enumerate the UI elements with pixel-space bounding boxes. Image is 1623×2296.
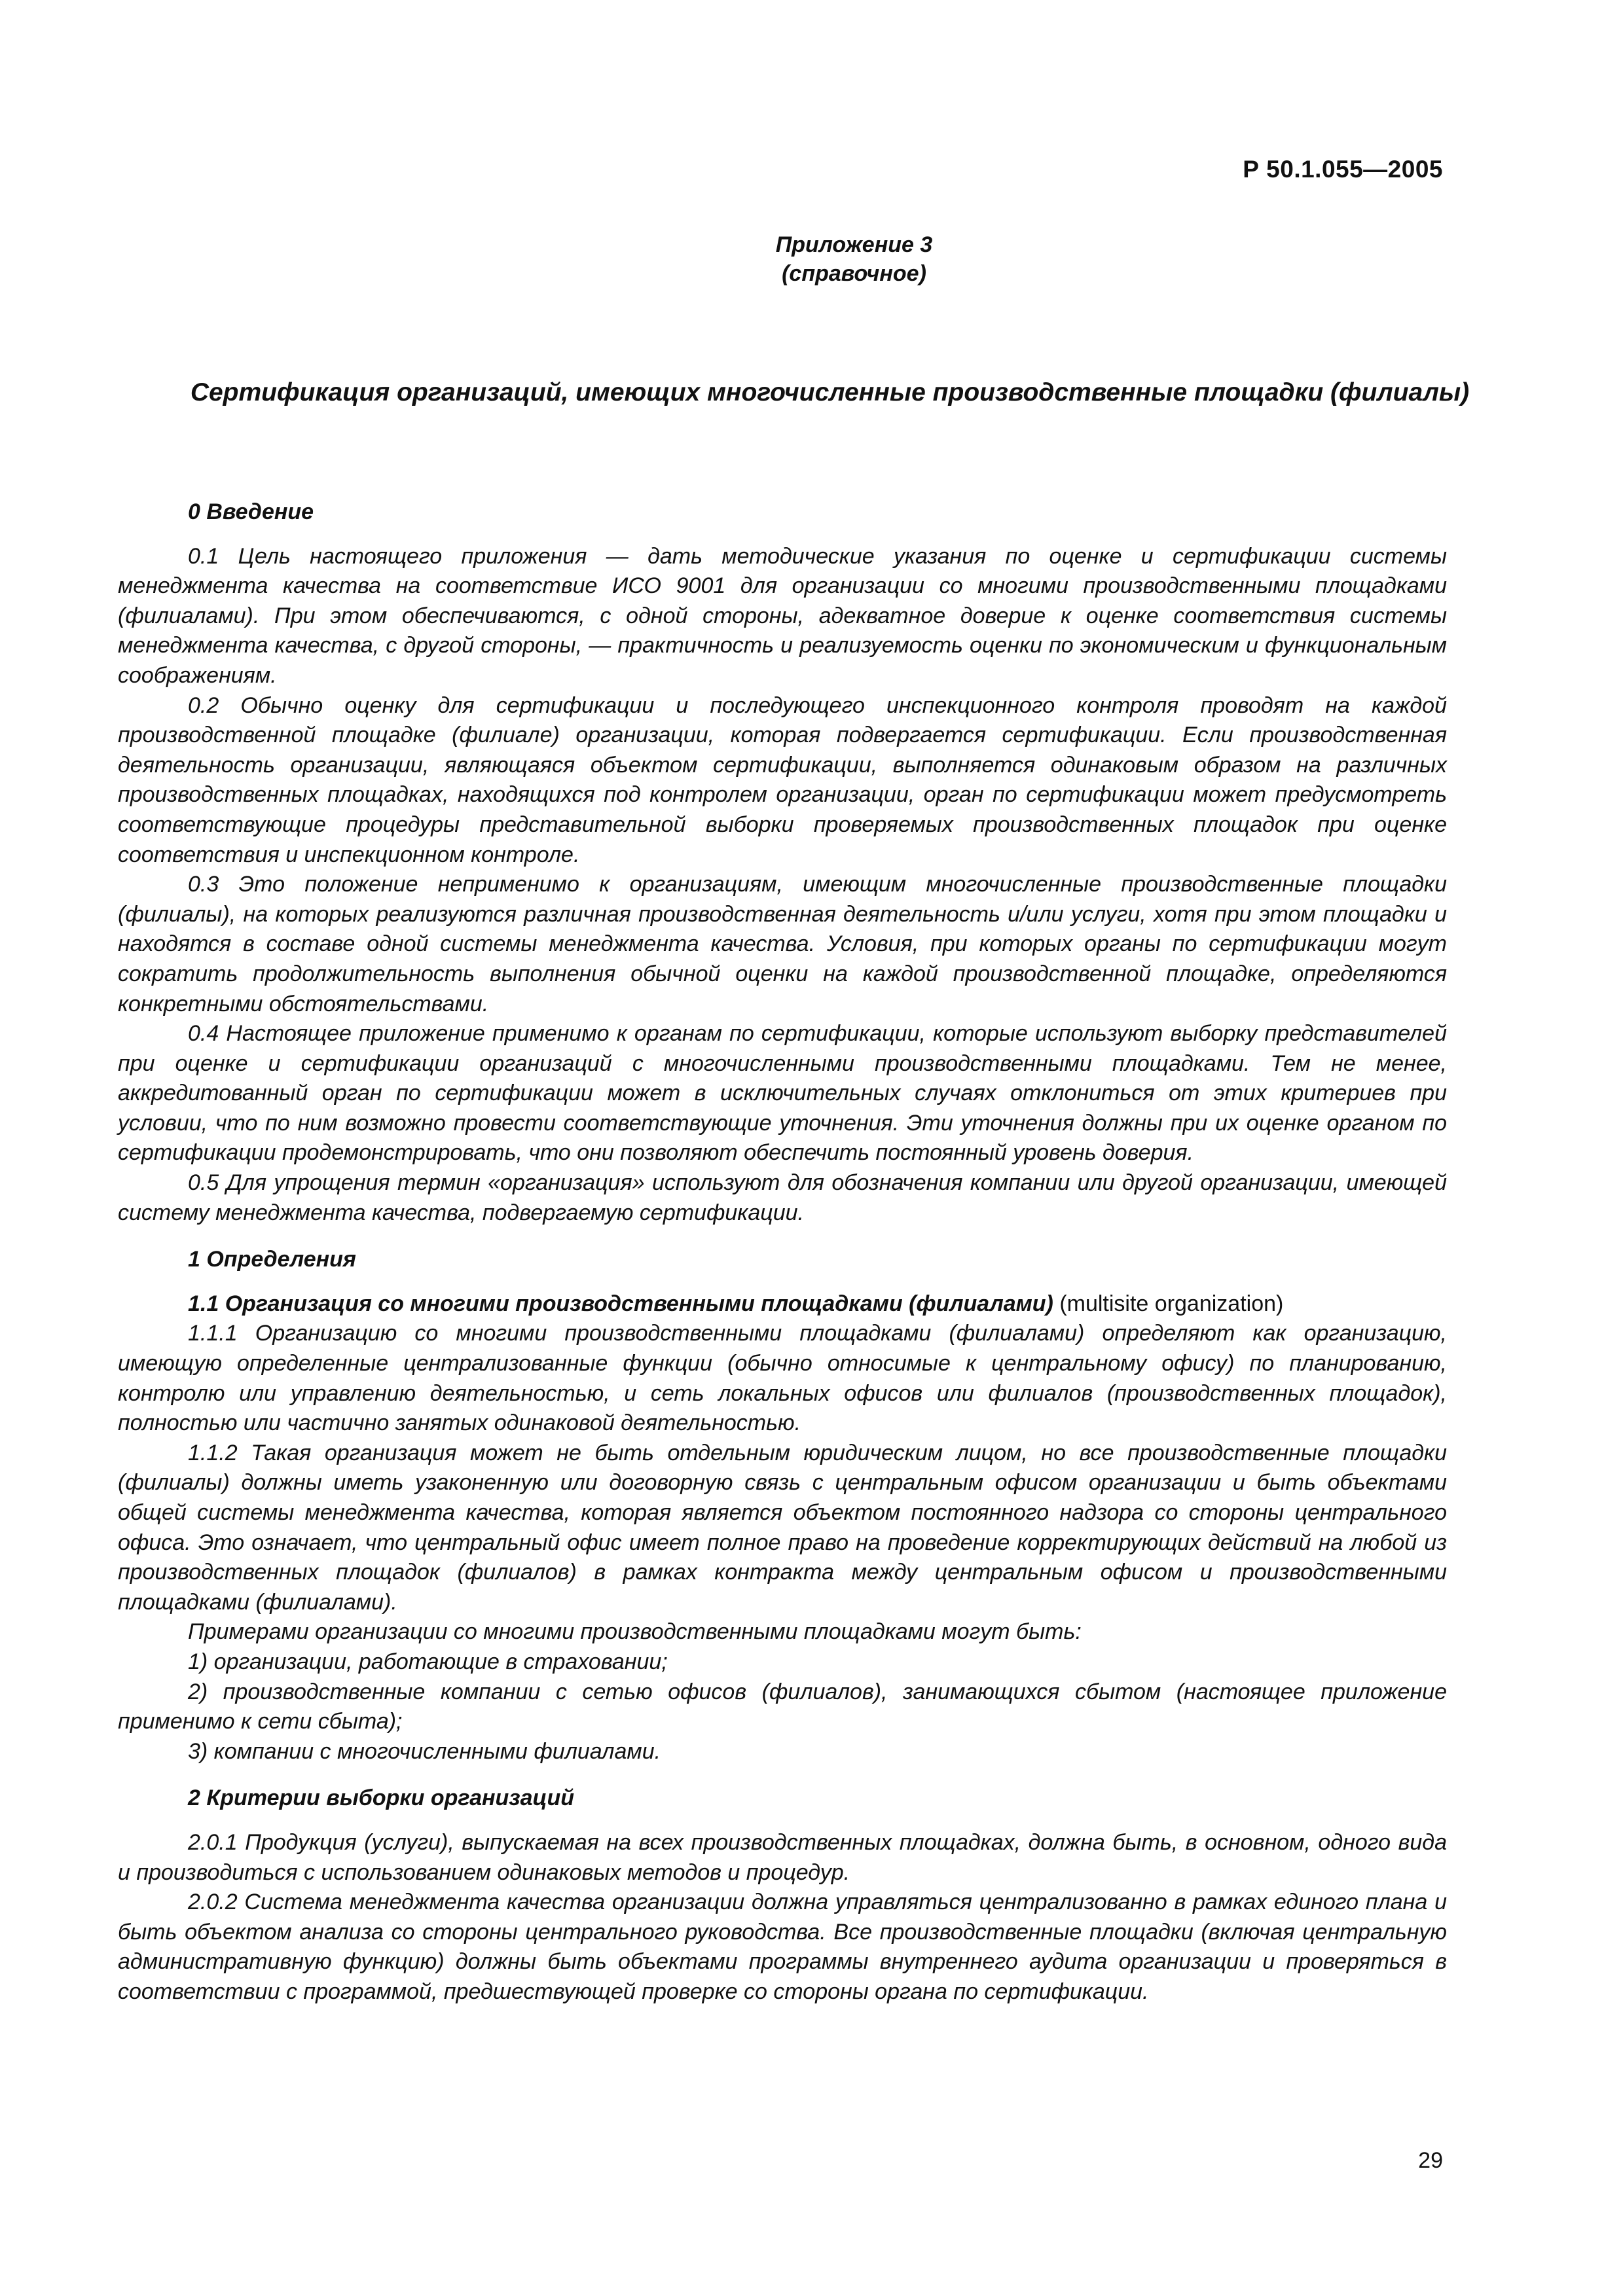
example-item-3: 3) компании с многочисленными филиалами. — [188, 1738, 661, 1764]
examples-intro: Примерами организации со многими производственными площадками могут быть: — [188, 1619, 1082, 1645]
term-english: (multisite organization) — [1053, 1291, 1284, 1316]
paragraph-1-1-2: 1.1.2 Такая организация может не быть отдельным юридическим лицом, но все производственные площадки (филиалы) должны иметь узаконенную или договорную связь с центральным офисом организации и быть объектами общей системы менеджмента качества, которая является объектом постоянного надзора со стороны центрального офиса. Это означает, что центральный офис имеет полное право на проведение корректирующих действий на любой из производственных площадок (филиалов) в рамках контракта между центральным офисом и производственными площадками (филиалами). — [118, 1440, 1447, 1615]
appendix-title: Приложение 3 — [775, 232, 933, 257]
main-title: Сертификация организаций, имеющих многочисленные производственные площадки (филиалы) — [190, 378, 1470, 406]
example-item-2: 2) производственные компании с сетью офисов (филиалов), занимающихся сбытом (настоящее приложение применимо к сети сбыта); — [118, 1679, 1447, 1734]
appendix-label — [0, 230, 1623, 288]
paragraph-0-5: 0.5 Для упрощения термин «организация» используют для обозначения компании или другой организации, имеющей систему менеджмента качества, подвергаемую сертификации. — [118, 1170, 1447, 1225]
paragraph-0-4: 0.4 Настоящее приложение применимо к органам по сертификации, которые используют выборку представителей при оценке и сертификации организаций с многочисленными производственными площадками. Тем не менее, аккредитованный орган по сертификации может в исключительных случаях отклониться от этих критериев при условии, что по ним возможно провести соответствующие уточнения. Эти уточнения должны при их оценке органом по сертификации продемонстрировать, что они позволяют обеспечить постоянный уровень доверия. — [118, 1021, 1447, 1166]
section-heading-sampling-criteria: 2 Критерии выборки организаций — [188, 1785, 575, 1811]
term-definition-1-1 — [118, 1289, 1447, 1319]
paragraph-0-2: 0.2 Обычно оценку для сертификации и последующего инспекционного контроля проводят на каждой производственной площадке (филиале) организации, которая подвергается сертификации. Если производственная деятельность организации, являющаяся объектом сертификации, выполняется одинаковым образом на различных производственных площадках, находящихся под контролем организации, орган по сертификации может предусмотреть соответствующие процедуры представительной выборки проверяемых производственных площадок при оценке соответствия и инспекционном контроле. — [118, 692, 1447, 867]
paragraph-0-3: 0.3 Это положение неприменимо к организациям, имеющим многочисленные производственные площадки (филиалы), на которых реализуются различная производственная деятельность и/или услуги, хотя при этом площадки и находятся в составе одной системы менеджмента качества. Условия, при которых органы по сертификации могут сократить продолжительность выполнения обычной оценки на каждой производственной площадке, определяются конкретными обстоятельствами. — [118, 872, 1447, 1016]
document-number: Р 50.1.055—2005 — [1243, 156, 1443, 183]
appendix-subtitle: (справочное) — [782, 261, 926, 286]
paragraph-1-1-1: 1.1.1 Организацию со многими производственными площадками (филиалами) определяют как организацию, имеющую определенные централизованные функции (обычно относимые к центральному офису) по планированию, контролю или управлению деятельностью, и сеть локальных офисов или филиалов (производственных площадок), полностью или частично занятых одинаковой деятельностью. — [118, 1321, 1447, 1436]
example-item-1: 1) организации, работающие в страховании; — [188, 1649, 668, 1674]
section-heading-definitions: 1 Определения — [188, 1247, 356, 1272]
paragraph-2-0-1: 2.0.1 Продукция (услуги), выпускаемая на всех производственных площадках, должна быть, в основном, одного вида и производиться с использованием одинаковых методов и процедур. — [118, 1829, 1447, 1885]
document-body — [118, 497, 1447, 2007]
page-number: 29 — [1418, 2148, 1443, 2173]
paragraph-2-0-2: 2.0.2 Система менеджмента качества организации должна управляться централизованно в рамках единого плана и быть объектом анализа со стороны центрального руководства. Все производственные площадки (включая центральную административную функцию) должны быть объектами программы внутреннего аудита организации и проверяться в соответствии с программой, предшествующей проверке со стороны органа по сертификации. — [118, 1890, 1447, 2004]
section-heading-introduction: 0 Введение — [188, 499, 314, 524]
term-title: 1.1 Организация со многими производственными площадками (филиалами) — [188, 1291, 1053, 1316]
paragraph-0-1: 0.1 Цель настоящего приложения — дать методические указания по оценке и сертификации системы менеджмента качества на соответствие ИСО 9001 для организации со многими производственными площадками (филиалами). При этом обеспечиваются, с одной стороны, адекватное доверие к оценке соответствия системы менеджмента качества, с другой стороны, — практичность и реализуемость оценки по экономическим и функциональным соображениям. — [118, 543, 1447, 688]
